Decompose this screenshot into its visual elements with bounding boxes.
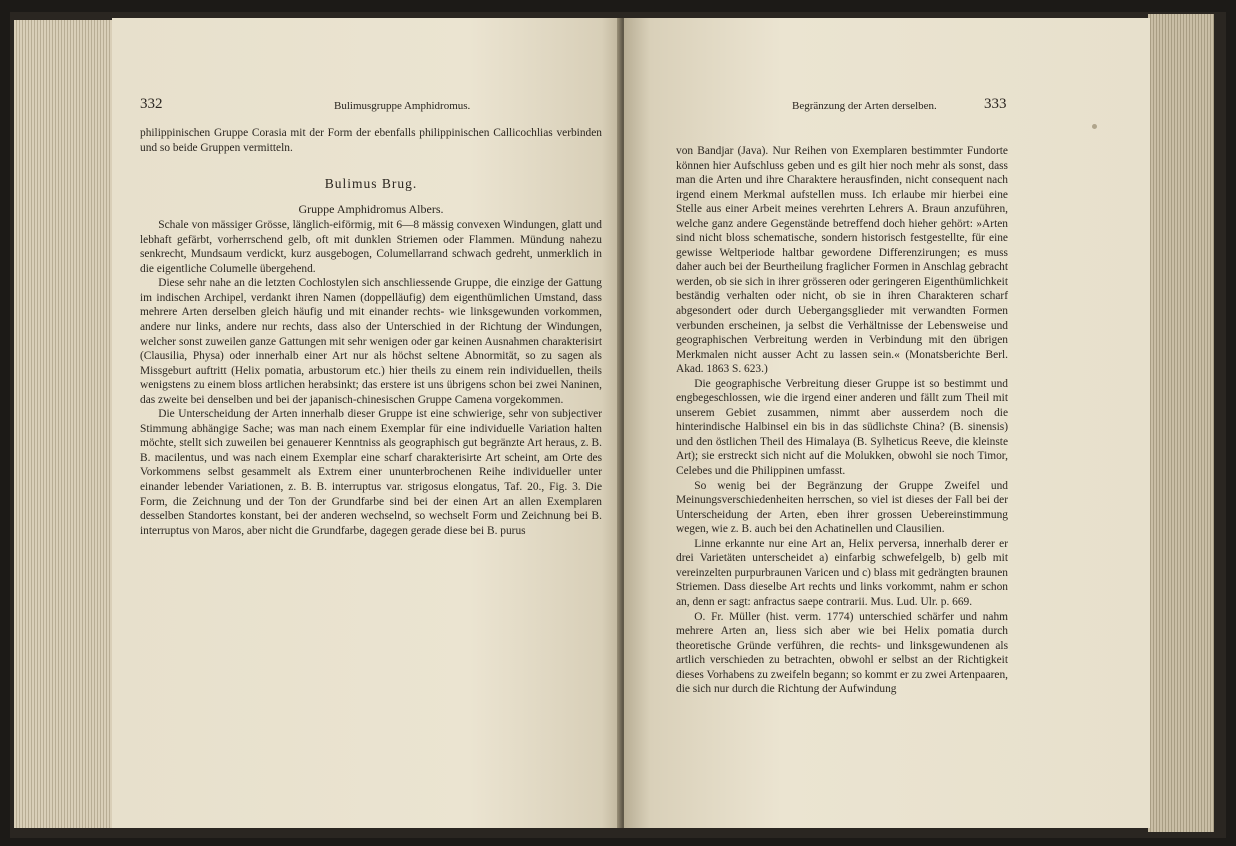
paragraph: O. Fr. Müller (hist. verm. 1774) unterschied schärfer und nahm mehrere Arten an, liess sich aber wie bei Helix pomatia durch theoretische Gründe verführen, die rechts- und linksgewundenen als artlich verschieden zu betrachten, obwohl er selbst an der Richtigkeit dieses Vorhabens zu zweifeln begann; so kommt er zu zwei Artenpaaren, die sich nur durch die Richtung der Aufwindung bbox=[676, 610, 1009, 696]
left-page bbox=[112, 18, 622, 828]
paragraph: Die geographische Verbreitung dieser Gruppe ist so bestimmt und engbegeschlossen, wie die irgend einer anderen und fällt zum Theil mit unserem Gebiet zusammen, nimmt aber ausserdem noch die hinterindische Halbinsel ein bis in das südlichste China? (B. sinensis) und den östlichen Theil des Himalaya (B. Sylheticus Reeve, die kleinste Art); sie erstreckt sich nicht auf die Molukken, obwohl sie noch Timor, Celebes und die Philippinen umfasst. bbox=[676, 377, 1008, 478]
genus-heading: Bulimus Brug. bbox=[324, 176, 418, 192]
paragraph: Schale von mässiger Grösse, länglich-eiförmig, mit 6—8 mässig convexen Windungen, glatt und lebhaft gefärbt, vorherrschend gelb, oft mit dunklen Striemen oder Flammen. Mündung nahezu senkrecht, Mundsaum verdickt, kurz ausgebogen, Columellarrand schwach gedreht, unmerklich in die eigentliche Columelle übergehend. bbox=[140, 219, 602, 275]
page-edges-left bbox=[14, 20, 114, 828]
intro-paragraph: philippinischen Gruppe Corasia mit der Form der ebenfalls philippinischen Callicochlias verbinden und so beide Gruppen vermitteln. bbox=[140, 127, 602, 154]
paragraph: So wenig bei der Begränzung der Gruppe Zweifel und Meinungsverschiedenheiten herrschen, so viel ist dieses der Fall bei der Unterscheidung der Arten, eben ihrer grossen Uebereinstimmung wegen, wie z. B. auch bei den Achatinellen und Clausilien. bbox=[676, 479, 1008, 536]
paragraph: Linne erkannte nur eine Art an, Helix perversa, innerhalb derer er drei Varietäten unterscheidet a) einfarbig schwefelgelb, b) gelb mit vereinzelten purpurbraunen Varicen und c) blass mit gedrängten braunen Striemen. Dass dieselbe Art rechts und links vorkommt, nahm er schon an, denn er sagt: anfractus saepe contrarii. Mus. Lud. Ulr. p. 669. bbox=[676, 537, 1008, 608]
paper-fleck bbox=[1092, 124, 1097, 129]
running-head: Begränzung der Arten derselben. bbox=[792, 100, 937, 112]
paragraph: Diese sehr nahe an die letzten Cochlostylen sich anschliessende Gruppe, die einzige der Gattung im indischen Archipel, verdankt ihren Namen (doppelläufig) dem eigenthümlichen Umstand, dass mehrere Arten derselben gleich häufig und mit einander rechts- wie linksgewunden vorkommen, andere nur links, andere nur rechts, dass also der Unterschied in der Richtung der Windungen, welcher sonst zuweilen ganze Gattungen mit sehr wenigen oder gar keinen Ausnahmen charakterisirt (Clausilia, Physa) oder innerhalb einer Art nur als höchst seltene Abnormität, so zu sagen als Missgeburt auftritt (Helix pomatia, arbustorum etc.) hier theils zu einem rein individuellen, theils wenigstens zu einem bloss artlichen herabsinkt; das erstere ist uns übrigens schon bei zwei Naninen, das zweite bei denselben und bei der japanisch-chinesischen Gruppe Camena vorgekommen. bbox=[140, 277, 602, 406]
right-page bbox=[624, 18, 1150, 828]
page-number: 333 bbox=[984, 96, 1007, 112]
left-page-body bbox=[140, 126, 602, 538]
group-heading: Gruppe Amphidromus Albers. bbox=[298, 201, 444, 216]
page-number: 332 bbox=[140, 96, 163, 112]
page-edges-right bbox=[1148, 14, 1214, 832]
paragraph: von Bandjar (Java). Nur Reihen von Exemplaren bestimmter Fundorte können hier Aufschluss geben und es gilt hier noch mehr als sonst, dass man die Arten und ihre Charaktere herausfinden, nicht consequent nach irgend einem Merkmal aufstellen muss. Ich erlaube mir hierbei eine Stelle aus einer Arbeit meines verehrten Lehrers A. Braun anzuführen, welche ganz andere Gegenstände betreffend doch hieher gehört: »Arten sind nicht bloss schematische, sondern historisch festgestellte, für eine gewisse Weltperiode haltbar gewordene Differenzirungen; es muss daher auch bei der Beurtheilung fraglicher Formen in Anschlag gebracht werden, ob sie sich in ihrer grösseren oder geringeren Eigenthümlichkeit beständig verhalten oder nicht, ob sie in ihren Charakteren scharf abgesondert oder durch Uebergangsglieder mit verwandten Formen verbunden erscheinen, ja selbst die Verhältnisse der Lebensweise und geographischen Verbreitung werden in Verbindung mit den übrigen Merkmalen nicht ausser Acht zu lassen sein.« (Monatsberichte Berl. Akad. 1863 S. 623.) bbox=[676, 145, 1008, 376]
paragraph: Die Unterscheidung der Arten innerhalb dieser Gruppe ist eine schwierige, sehr von subjectiver Stimmung abhängige Sache; was man nach einem Exemplar für eine individuelle Variation halten möchte, stellt sich zuweilen bei genauerer Kenntniss als geographisch gut begränzte Art heraus, z. B. B. macilentus, und was nach einem Exemplar eine scharf charakterisirte Art scheint, am Orte des Vorkommens selbst gesammelt als Extrem einer ununterbrochenen Reihe individueller unter einander lebender Variationen, z. B. B. interruptus var. strigosus elongatus, Taf. 20., Fig. 3. Die Form, die Zeichnung und der Ton der Grundfarbe sind bei der einen Art an allen Exemplaren desselben Standortes konstant, bei der anderen wechselnd, so wechselt Form und Zeichnung bei B. interruptus von Maros, aber nicht die Grundfarbe, dagegen gerade diese bei B. purus bbox=[140, 408, 602, 537]
running-head: Bulimusgruppe Amphidromus. bbox=[334, 100, 471, 112]
right-page-body bbox=[676, 144, 1008, 697]
